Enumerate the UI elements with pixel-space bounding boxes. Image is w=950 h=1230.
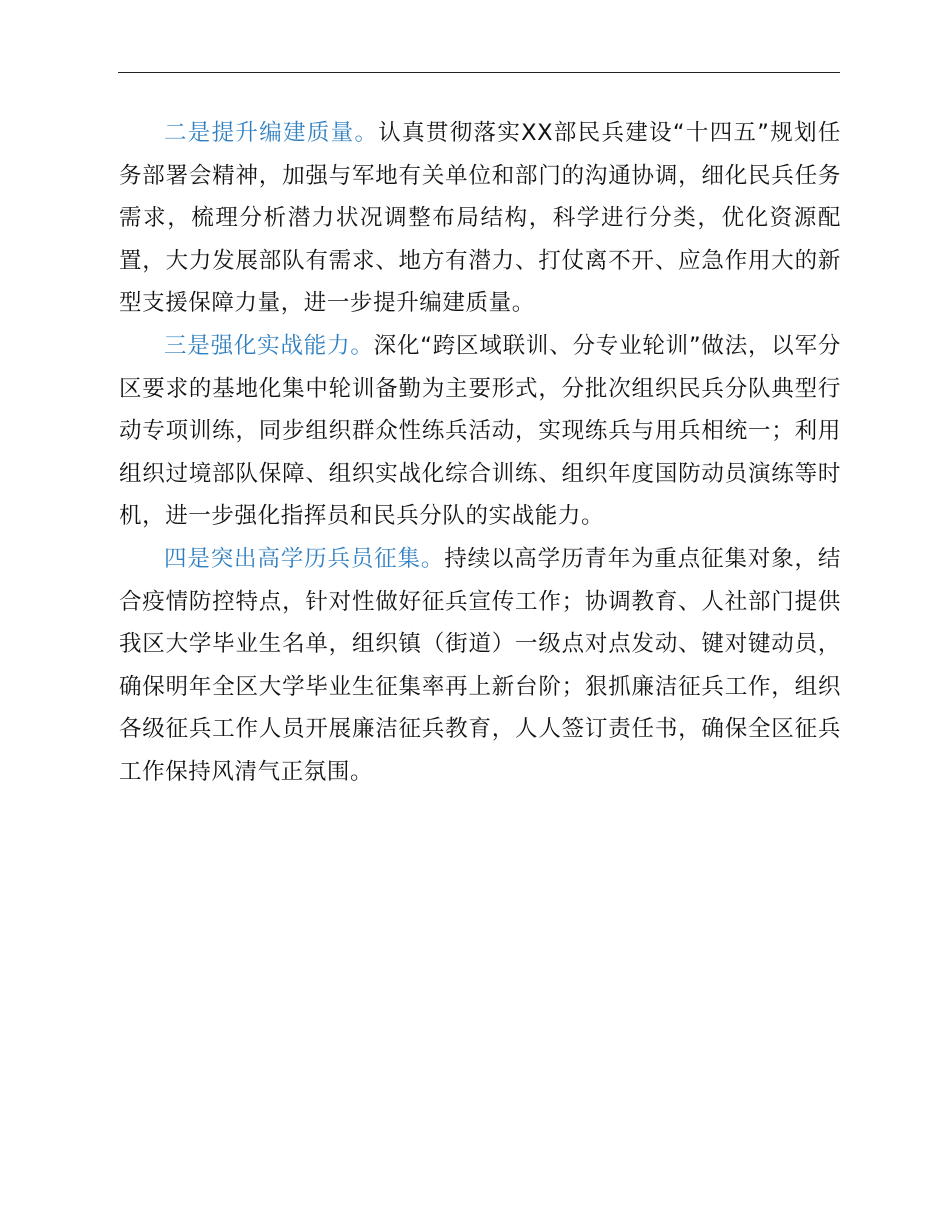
paragraph-lead: 四是突出高学历兵员征集。 bbox=[164, 545, 445, 572]
paragraph-text: 深化“跨区域联训、分专业轮训”做法，以军分区要求的基地化集中轮训备勤为主要形式，分批次组织民兵分队典型行动专项训练，同步组织群众性练兵活动，实现练兵与用兵相统一；利用组织过境部队保障、组织实战化综合训练、组织年度国防动员演练等时机，进一步强化指挥员和民兵分队的实战能力。 bbox=[119, 332, 841, 530]
header-rule bbox=[118, 72, 840, 73]
paragraph-text: 持续以高学历青年为重点征集对象，结合疫情防控特点，针对性做好征兵宣传工作；协调教育、人社部门提供我区大学毕业生名单，组织镇（街道）一级点对点发动、键对键动员，确保明年全区大学毕业生征集率再上新台阶；狠抓廉洁征兵工作，组织各级征兵工作人员开展廉洁征兵教育，人人签订责任书，确保全区征兵工作保持风清气正氛围。 bbox=[119, 545, 842, 785]
paragraph-edit-quality bbox=[119, 112, 841, 325]
paragraph-lead: 二是提升编建质量。 bbox=[164, 120, 379, 146]
document-body bbox=[119, 112, 841, 794]
paragraph-text: 认真贯彻落实XX部民兵建设“十四五”规划任务部署会精神，加强与军地有关单位和部门的沟通协调，细化民兵任务需求，梳理分析潜力状况调整布局结构，科学进行分类，优化资源配置，大力发展部队有需求、地方有潜力、打仗离不开、应急作用大的新型支援保障力量，进一步提升编建质量。 bbox=[119, 120, 841, 317]
paragraph-lead: 三是强化实战能力。 bbox=[164, 332, 374, 359]
paragraph-recruitment bbox=[119, 538, 841, 794]
paragraph-combat-capability bbox=[119, 325, 841, 538]
